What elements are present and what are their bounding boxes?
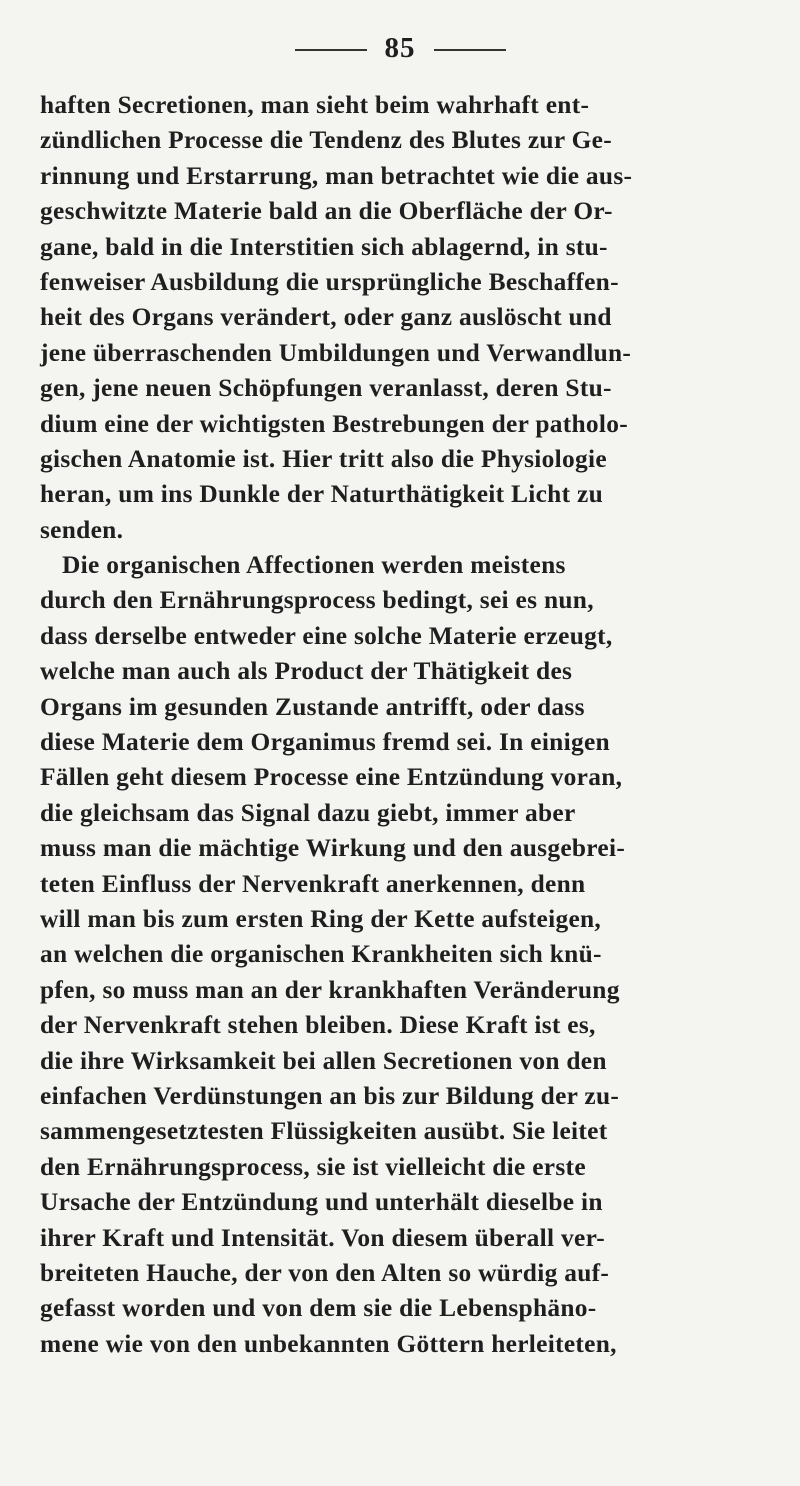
text-line: muss man die mächtige Wirkung und den ausgebrei- bbox=[40, 834, 626, 863]
text-line: gischen Anatomie ist. Hier tritt also die Physiologie bbox=[40, 444, 607, 473]
text-line: gefasst worden und von dem sie die Lebensphäno- bbox=[40, 1294, 597, 1323]
text-line: Ursache der Entzündung und unterhält dieselbe in bbox=[40, 1188, 603, 1217]
text-line: mene wie von den unbekannten Göttern herleiteten, bbox=[40, 1329, 617, 1358]
text-line: sammengesetztesten Flüssigkeiten ausübt. Sie leitet bbox=[40, 1117, 608, 1146]
text-line: will man bis zum ersten Ring der Kette aufsteigen, bbox=[40, 904, 602, 933]
text-line: zündlichen Processe die Tendenz des Blutes zur Ge- bbox=[40, 126, 612, 155]
body-text bbox=[40, 88, 800, 1362]
text-line: senden. bbox=[40, 515, 124, 544]
text-line: heran, um ins Dunkle der Naturthätigkeit Licht zu bbox=[40, 480, 603, 509]
text-line: rinnung und Erstarrung, man betrachtet wie die aus- bbox=[40, 161, 633, 190]
text-line: haften Secretionen, man sieht beim wahrhaft ent- bbox=[40, 91, 590, 119]
text-line: die gleichsam das Signal dazu giebt, immer aber bbox=[40, 798, 576, 827]
page-number: 85 bbox=[384, 31, 416, 64]
page-header bbox=[0, 28, 800, 68]
text-line: dass derselbe entweder eine solche Materie erzeugt, bbox=[40, 621, 613, 650]
text-line: Fällen geht diesem Processe eine Entzündung voran, bbox=[40, 763, 623, 792]
text-line: teten Einfluss der Nervenkraft anerkennen, denn bbox=[40, 869, 586, 898]
text-line: den Ernährungsprocess, sie ist vielleicht die erste bbox=[40, 1152, 586, 1181]
text-line: einfachen Verdünstungen an bis zur Bildung der zu- bbox=[40, 1081, 620, 1110]
text-line: dium eine der wichtigsten Bestrebungen der patholo- bbox=[40, 409, 629, 438]
text-line: durch den Ernährungsprocess bedingt, sei es nun, bbox=[40, 586, 594, 615]
text-line: gane, bald in die Interstitien sich ablagernd, in stu- bbox=[40, 232, 608, 261]
text-line: Die organischen Affectionen werden meistens bbox=[62, 551, 566, 580]
text-line: fenweiser Ausbildung die ursprüngliche Beschaffen- bbox=[40, 267, 619, 296]
text-line: die ihre Wirksamkeit bei allen Secretionen von den bbox=[40, 1046, 607, 1075]
text-line: heit des Organs verändert, oder ganz auslöscht und bbox=[40, 303, 612, 332]
text-line: welche man auch als Product der Thätigkeit des bbox=[40, 657, 573, 686]
text-line: Organs im gesunden Zustande antrifft, oder dass bbox=[40, 692, 585, 721]
text-line: der Nervenkraft stehen bleiben. Diese Kraft ist es, bbox=[40, 1011, 596, 1040]
text-line: pfen, so muss man an der krankhaften Veränderung bbox=[40, 975, 620, 1004]
text-line: breiteten Hauche, der von den Alten so würdig auf- bbox=[40, 1258, 610, 1287]
header-rule-right bbox=[434, 49, 506, 51]
text-line: an welchen die organischen Krankheiten sich knü- bbox=[40, 940, 602, 969]
text-line: jene überraschenden Umbildungen und Verwandlun- bbox=[40, 338, 632, 367]
text-line: geschwitzte Materie bald an die Oberfläche der Or- bbox=[40, 197, 613, 226]
header-rule-left bbox=[295, 49, 367, 51]
text-line: diese Materie dem Organimus fremd sei. In einigen bbox=[40, 728, 610, 757]
text-line: gen, jene neuen Schöpfungen veranlasst, deren Stu- bbox=[40, 374, 612, 403]
text-line: ihrer Kraft und Intensität. Von diesem überall ver- bbox=[40, 1223, 605, 1252]
